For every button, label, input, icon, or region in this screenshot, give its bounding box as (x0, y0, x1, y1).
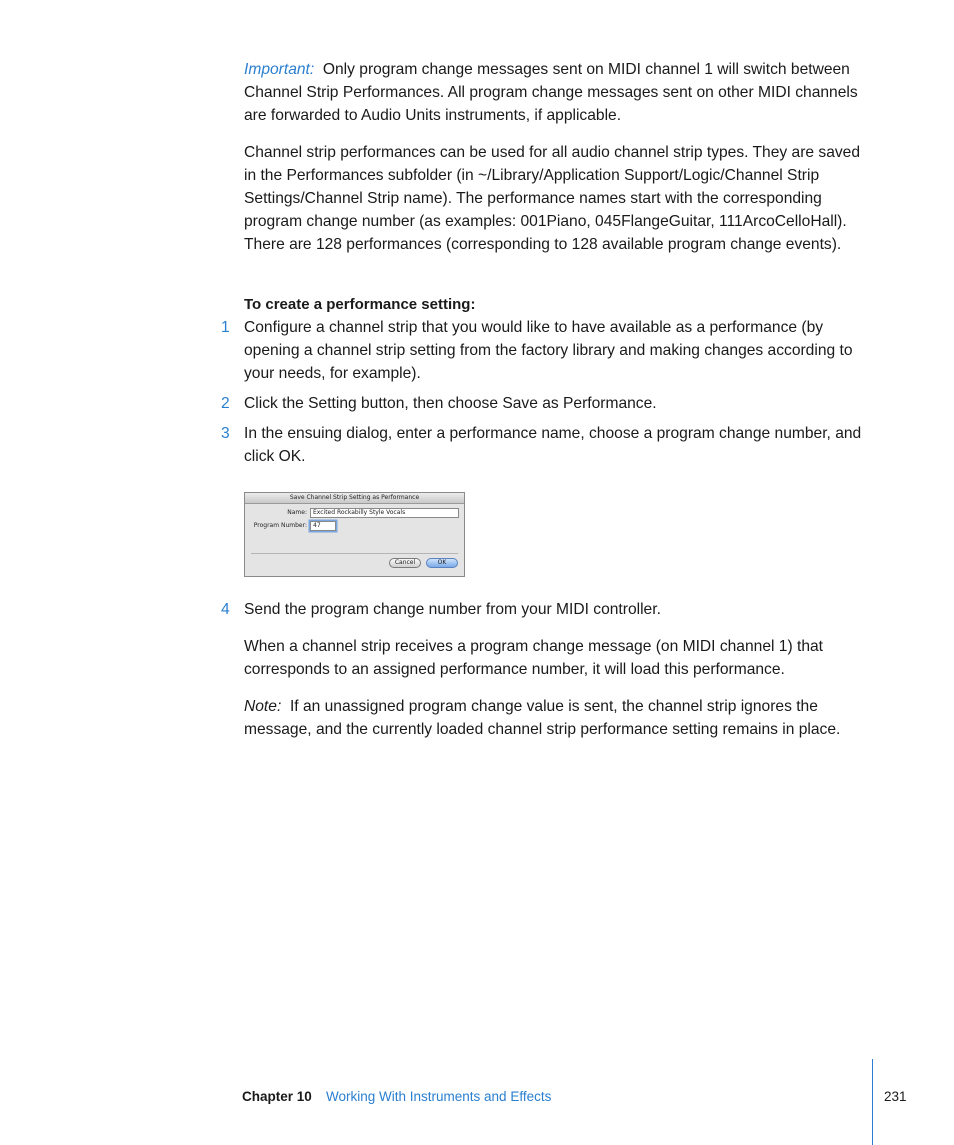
note-text: If an unassigned program change value is sent, the channel strip ignores the message, and the currently loaded channel strip performance setting remains in place. (244, 698, 841, 738)
step-text: In the ensuing dialog, enter a performance name, choose a program change number, and click OK. (244, 425, 862, 465)
ok-button[interactable]: OK (426, 558, 458, 568)
name-label: Name: (287, 509, 307, 516)
step-text: Configure a channel strip that you would like to have available as a performance (by opening a channel strip setting from the factory library and making changes according to your needs, for example). (244, 319, 853, 382)
step-number: 1 (221, 319, 230, 336)
program-number-label: Program Number: (253, 522, 307, 529)
cancel-button[interactable]: Cancel (389, 558, 421, 568)
important-label: Important: (244, 61, 315, 78)
step-number: 2 (221, 395, 230, 412)
name-field[interactable]: Excited Rockabilly Style Vocals (310, 508, 459, 518)
footer-divider (872, 1059, 873, 1145)
step-text: Click the Setting button, then choose Save as Performance. (244, 395, 657, 412)
program-number-field[interactable]: 47 (310, 521, 336, 531)
page-number: 231 (884, 1089, 907, 1104)
note-label: Note: (244, 698, 282, 715)
save-performance-dialog-screenshot (244, 492, 465, 577)
dialog-title: Save Channel Strip Setting as Performance (245, 493, 464, 504)
step-number: 3 (221, 425, 230, 442)
body-paragraph-1: Channel strip performances can be used for all audio channel strip types. They are saved in the Performances subfolder (in ~/Library/Application Support/Logic/Channel Strip Settings/Channel Strip name). The performance names start with the corresponding program change number (as examples: 001Piano, 045FlangeGuitar, 111ArcoCelloHall). There are 128 performances (corresponding to 128 available program change events). (244, 144, 861, 253)
procedure-heading: To create a performance setting: (244, 296, 476, 313)
important-paragraph (244, 58, 874, 127)
step-text: Send the program change number from your MIDI controller. (244, 601, 661, 618)
footer-chapter-title[interactable]: Working With Instruments and Effects (326, 1089, 552, 1104)
important-text: Only program change messages sent on MIDI channel 1 will switch between Channel Strip Performances. All program change messages sent on other MIDI channels are forwarded to Audio Units instruments, if applicable. (244, 61, 858, 124)
body-paragraph-2: When a channel strip receives a program change message (on MIDI channel 1) that corresponds to an assigned performance number, it will load this performance. (244, 638, 824, 678)
step-number: 4 (221, 601, 230, 618)
dialog-separator (251, 553, 458, 554)
note-paragraph (244, 695, 874, 741)
footer-chapter: Chapter 10 (242, 1089, 312, 1104)
